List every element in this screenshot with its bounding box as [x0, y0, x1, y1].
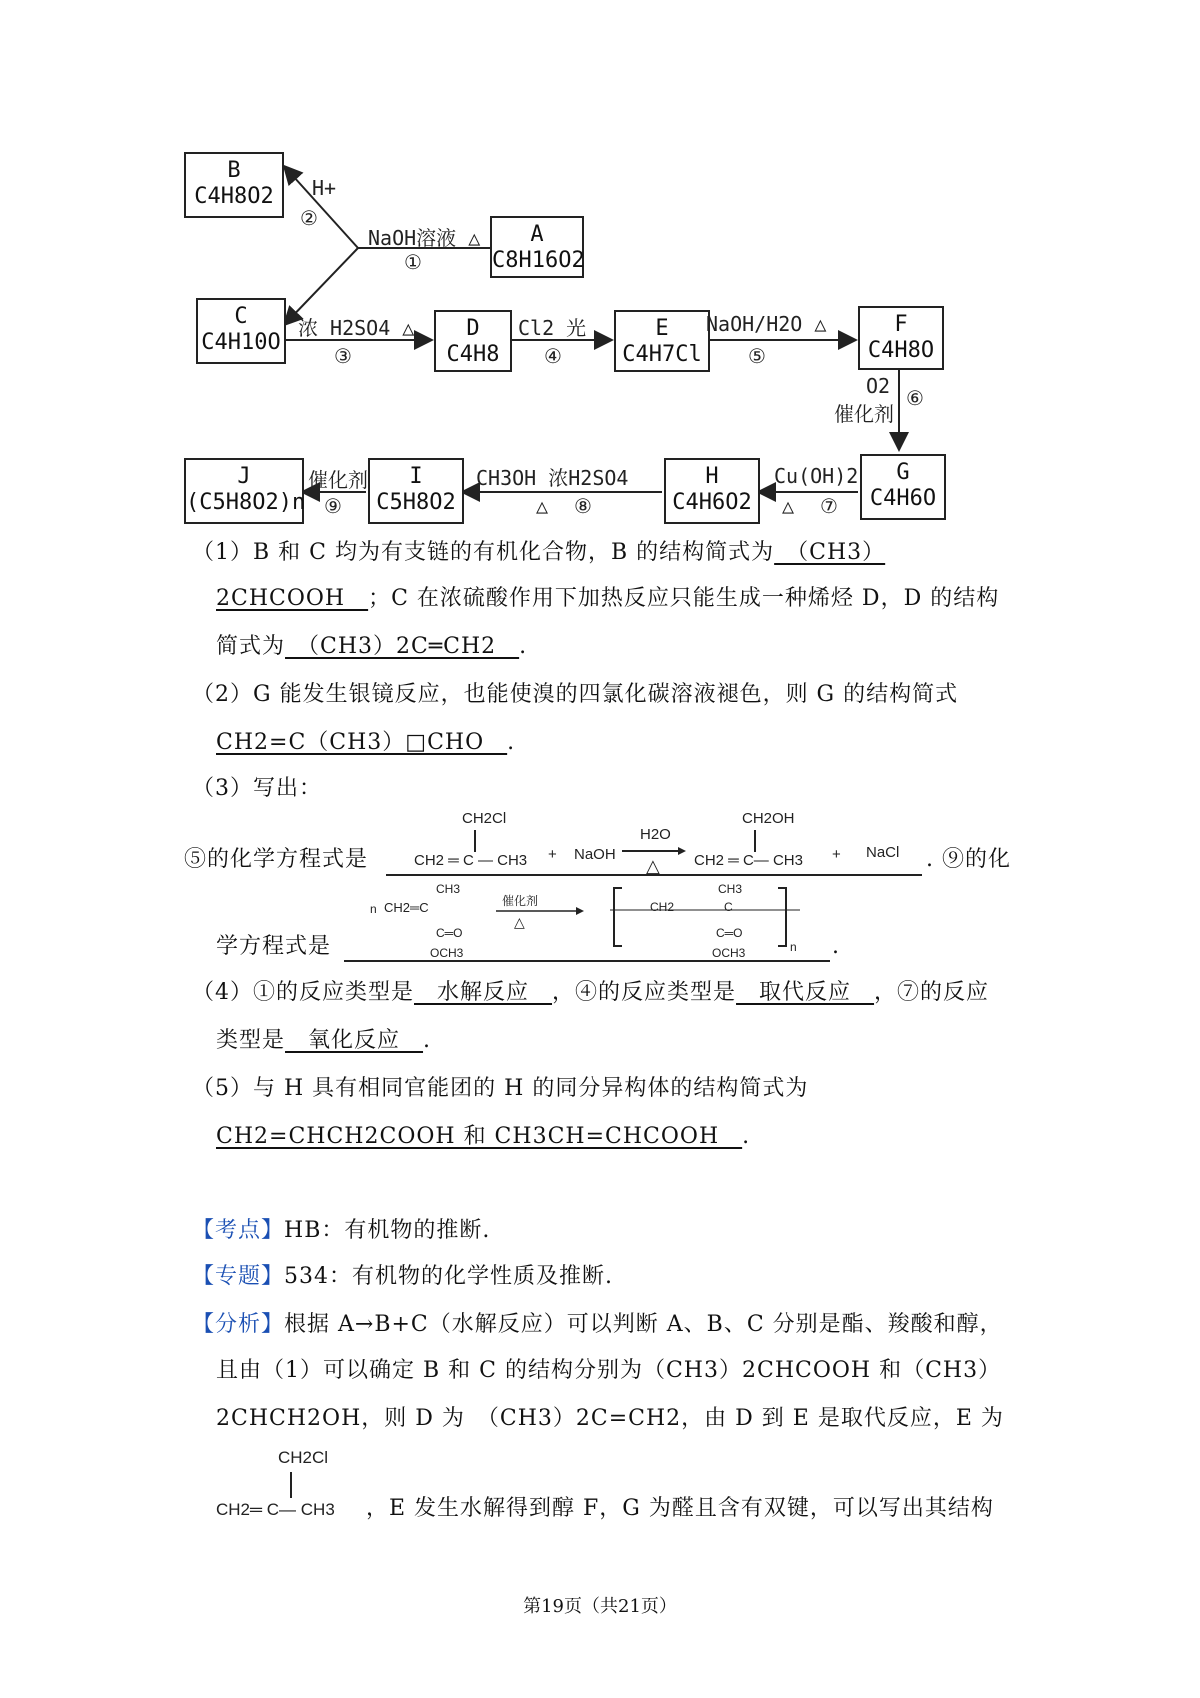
q3-eq9-prefix: 学方程式是: [216, 934, 332, 959]
compound-a-box: [490, 216, 584, 278]
compound-g-box: [860, 454, 946, 520]
compound-i-formula: C5H8O2: [376, 490, 456, 515]
compound-d-letter: D: [466, 316, 480, 341]
label-catalyst-6: 催化剂: [834, 402, 894, 426]
fenxi-line-3: 2CHCH2OH，则 D 为 （CH3）2C=CH2，由 D 到 E 是取代反应，E 为: [216, 1406, 1004, 1431]
compound-j-box: [184, 458, 304, 524]
compound-c-formula: C4H10O: [201, 330, 281, 355]
compound-h-formula: C4H6O2: [672, 490, 752, 515]
q2-line-2: [216, 728, 515, 758]
eq5-arrow: [622, 846, 688, 856]
eq9-ch2c: CH2═C: [384, 900, 429, 915]
eq5-plus-1: +: [548, 846, 557, 863]
eq5-nacl: NaCl: [866, 844, 900, 861]
label-step-9: ⑨: [324, 494, 342, 518]
q4-text-a: （4）①的反应类型是: [192, 980, 414, 1005]
label-ch3oh-h2so4: CH3OH 浓H2SO4: [476, 466, 629, 490]
compound-a-formula: C8H16O2: [492, 248, 585, 273]
eq9-ch3-top-2: CH3: [718, 882, 743, 896]
compound-h-box: [664, 458, 760, 524]
compound-j-formula: (C5H8O2)n: [186, 490, 306, 515]
zhuanti-tag: 【专题】: [192, 1264, 285, 1289]
compound-g-letter: G: [896, 460, 910, 485]
compound-h-letter: H: [705, 464, 719, 489]
compound-g-formula: C4H6O: [869, 486, 937, 511]
compound-c-box: [196, 298, 286, 364]
q2-period: .: [507, 730, 516, 755]
q5-period: .: [742, 1124, 751, 1149]
compound-f-box: [858, 306, 944, 370]
label-catalyst-9: 催化剂: [308, 468, 368, 492]
q3-eq9-underline: [344, 960, 830, 962]
eq9-c: C: [724, 900, 733, 914]
compound-f-formula: C4H8O: [867, 338, 935, 363]
page-footer: 第19页（共21页）: [523, 1596, 677, 1617]
fenxi-tag: 【分析】: [192, 1312, 285, 1337]
label-step-2: ②: [300, 206, 318, 230]
zhuanti-line: [192, 1262, 613, 1292]
eq5-ch2cl: CH2Cl: [462, 810, 507, 827]
q4-text-b: ，④的反应类型是: [552, 980, 737, 1005]
fenxi-line-4: ，E 发生水解得到醇 F，G 为醛且含有双键，可以写出其结构: [366, 1496, 994, 1521]
kaodian-line: [192, 1216, 490, 1246]
fenxi-line-1: [192, 1310, 1003, 1340]
eq5-right: CH2 ═ C— CH3: [694, 852, 803, 869]
q1-line-2: [216, 584, 999, 614]
label-naoh-h2o: NaOH/H2O △: [706, 312, 827, 336]
q4-text-d: 类型是: [216, 1028, 286, 1053]
q1-line-3: [216, 632, 527, 662]
label-step-4: ④: [544, 344, 562, 368]
label-step-1: ①: [404, 250, 422, 274]
kaodian-tag: 【考点】: [192, 1218, 285, 1243]
compound-e-letter: E: [655, 316, 669, 341]
q5-answer: CH2=CHCH2COOH 和 CH3CH=CHCOOH: [216, 1124, 743, 1149]
e-struct-ch2cl: CH2Cl: [278, 1448, 329, 1467]
label-delta-7: △: [782, 494, 795, 518]
e-struct-bond: [290, 1472, 292, 1498]
eq9-ch2: CH2: [650, 900, 675, 914]
q1-answer-b-part1: （CH3）: [774, 540, 886, 565]
label-o2: O2: [866, 374, 891, 398]
q1-text: （1）B 和 C 均为有支链的有机化合物，B 的结构简式为: [192, 540, 775, 565]
label-step-3: ③: [334, 344, 352, 368]
compound-c-letter: C: [234, 304, 248, 329]
q2-answer-g: CH2=C（CH3）□CHO: [216, 730, 508, 755]
label-step-6: ⑥: [906, 386, 924, 410]
label-naoh-solution: NaOH溶液 △: [368, 226, 481, 250]
kaodian-text: HB：有机物的推断.: [284, 1218, 491, 1243]
compound-i-box: [368, 458, 464, 524]
eq9-c-o-2: C═O: [716, 926, 743, 940]
fenxi-line-2: 且由（1）可以确定 B 和 C 的结构分别为（CH3）2CHCOOH 和（CH3）: [216, 1358, 1002, 1383]
q4-answer-7: 氧化反应: [285, 1028, 424, 1053]
eq9-och3: OCH3: [430, 946, 464, 960]
label-conc-h2so4: 浓 H2SO4 △: [298, 316, 415, 340]
eq5-bond-2: [754, 830, 756, 852]
q3-eq9-end: .: [832, 934, 840, 959]
compound-e-formula: C4H7Cl: [622, 342, 702, 367]
q5-line-2: [216, 1122, 750, 1152]
eq5-left: CH2 ═ C — CH3: [414, 852, 528, 869]
eq9-arrow: [496, 906, 586, 916]
zhuanti-text: 534：有机物的化学性质及推断.: [284, 1264, 614, 1289]
eq5-ch2oh: CH2OH: [742, 810, 795, 827]
label-step-7: ⑦: [820, 494, 838, 518]
eq9-och3-2: OCH3: [712, 946, 746, 960]
eq5-bond-1: [474, 830, 476, 852]
fenxi-text-1: 根据 A→B+C（水解反应）可以判断 A、B、C 分别是酯、羧酸和醇，: [284, 1312, 1003, 1337]
q4-answer-1: 水解反应: [414, 980, 553, 1005]
q4-line-1: [192, 978, 989, 1008]
q1-answer-b-part2: 2CHCOOH: [216, 586, 369, 611]
q1-line-1: [192, 538, 885, 568]
compound-b-letter: B: [227, 158, 241, 183]
eq9-ch3-top: CH3: [436, 882, 461, 896]
eq5-h2o: H2O: [640, 826, 671, 843]
q3-eq5-prefix: ⑤的化学方程式是: [184, 847, 369, 872]
q1-text-3: 简式为: [216, 634, 286, 659]
q2-line-1: （2）G 能发生银镜反应，也能使溴的四氯化碳溶液褪色，则 G 的结构简式: [192, 682, 959, 707]
q1-text-2: ；C 在浓硫酸作用下加热反应只能生成一种烯烃 D，D 的结构: [368, 586, 1000, 611]
q3-eq5-suffix: . ⑨的化: [926, 847, 1011, 872]
eq5-delta: △: [646, 856, 660, 876]
eq9-n: n: [370, 902, 377, 916]
q4-line-2: [216, 1026, 431, 1056]
eq9-polymer-brackets: [610, 880, 800, 960]
q4-period: .: [423, 1028, 432, 1053]
q1-period: .: [519, 634, 528, 659]
label-delta-8: △: [536, 494, 549, 518]
compound-b-formula: C4H8O2: [194, 184, 274, 209]
e-struct-main: CH2═ C— CH3: [216, 1500, 335, 1519]
eq9-c-o: C═O: [436, 926, 463, 940]
compound-i-letter: I: [409, 464, 423, 489]
label-step-8: ⑧: [574, 494, 592, 518]
q1-answer-d: （CH3）2C═CH2: [285, 634, 520, 659]
label-h-plus: H+: [312, 176, 337, 200]
compound-d-box: [434, 310, 512, 372]
q5-line-1: （5）与 H 具有相同官能团的 H 的同分异构体的结构简式为: [192, 1076, 809, 1101]
compound-f-letter: F: [894, 312, 908, 337]
label-cl2-light: Cl2 光: [518, 316, 587, 340]
label-cuoh2: Cu(OH)2: [774, 464, 859, 488]
q4-text-c: ，⑦的反应: [874, 980, 990, 1005]
label-step-5: ⑤: [748, 344, 766, 368]
eq9-delta: △: [514, 914, 525, 930]
eq5-naoh: NaOH: [574, 846, 616, 863]
eq9-catalyst: 催化剂: [502, 894, 539, 908]
compound-a-letter: A: [530, 222, 544, 247]
scheme-arrows: [0, 0, 1200, 540]
compound-b-box: [184, 152, 284, 218]
eq9-n-2: n: [790, 940, 797, 954]
compound-j-letter: J: [237, 464, 251, 489]
q4-answer-4: 取代反应: [736, 980, 875, 1005]
q3-line-1: （3）写出：: [192, 776, 322, 801]
compound-e-box: [614, 310, 710, 372]
compound-d-formula: C4H8: [446, 342, 500, 367]
eq5-plus-2: +: [832, 846, 841, 863]
